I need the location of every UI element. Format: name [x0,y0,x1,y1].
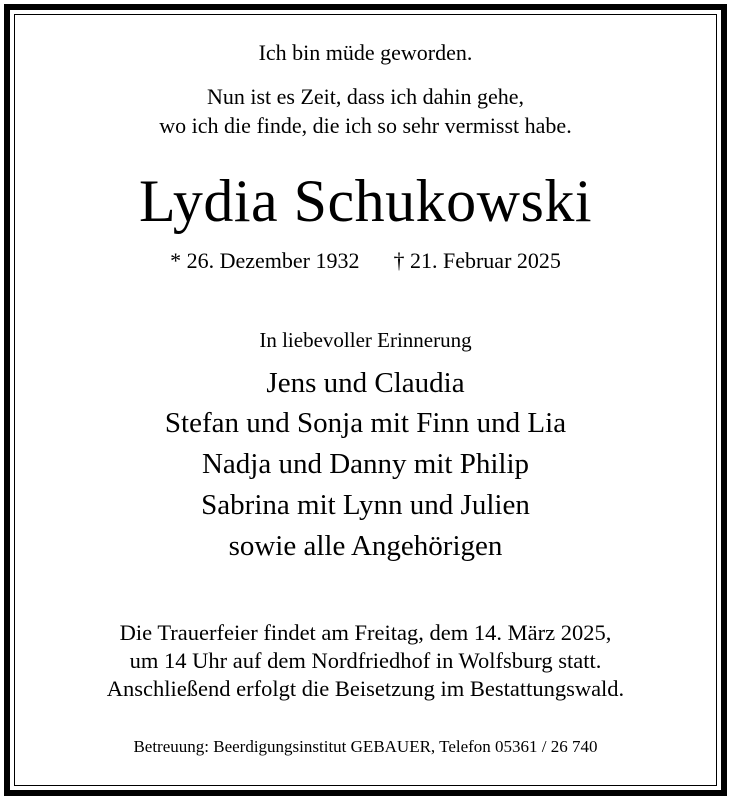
ceremony-line-3: Anschließend erfolgt die Beisetzung im Bestattungswald. [106,676,625,701]
life-dates [0,248,731,274]
motto-line-1: Ich bin müde geworden. [258,40,473,65]
ceremony-line-2: um 14 Uhr auf dem Nordfriedhof in Wolfsburg statt. [129,648,602,673]
mourner-line-4: Sabrina mit Lynn und Julien [201,489,530,521]
death-date: † 21. Februar 2025 [393,248,561,273]
mourner-line-3: Nadja und Danny mit Philip [201,448,530,480]
ceremony-line-1: Die Trauerfeier findet am Freitag, dem 14. März 2025, [119,620,612,645]
care-note: Betreuung: Beerdigungsinstitut GEBAUER, Telefon 05361 / 26 740 [133,737,598,756]
mourner-line-1: Jens und Claudia [266,367,465,399]
mourner-line-5: sowie alle Angehörigen [228,530,503,562]
mourner-line-2: Stefan und Sonja mit Finn und Lia [164,407,567,439]
deceased-name: Lydia Schukowski [139,168,592,234]
birth-date: * 26. Dezember 1932 [170,248,360,273]
memory-heading: In liebevoller Erinnerung [259,328,472,352]
motto-line-3: wo ich die finde, die ich so sehr vermisst habe. [159,113,572,138]
motto-line-2: Nun ist es Zeit, dass ich dahin gehe, [206,84,525,109]
